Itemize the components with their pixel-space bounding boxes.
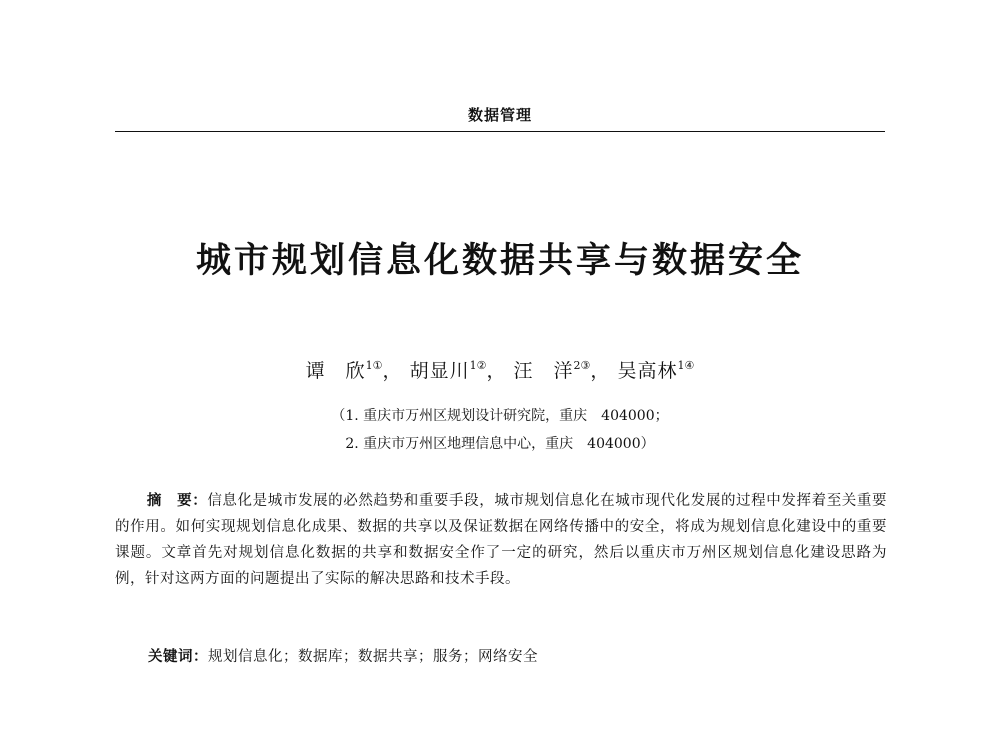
section-header: 数据管理 <box>467 106 532 124</box>
header-rule <box>115 131 885 132</box>
author-name: 吴高林 <box>617 360 678 382</box>
author-name: 胡显川 <box>409 360 470 382</box>
affiliation-line: （1. 重庆市万州区规划设计研究院，重庆 404000； <box>331 408 669 424</box>
keywords <box>148 645 538 666</box>
abstract-label: 摘 要： <box>146 493 208 509</box>
author-separator: ， <box>486 360 507 382</box>
affiliation-line: 2. 重庆市万州区地理信息中心，重庆 404000） <box>345 436 655 452</box>
author-separator: ， <box>382 360 403 382</box>
author-list <box>0 356 1000 383</box>
author-separator: ， <box>590 360 611 382</box>
abstract <box>115 488 887 592</box>
abstract-text: 信息化是城市发展的必然趋势和重要手段，城市规划信息化在城市现代化发展的过程中发挥着至关重要的作用。如何实现规划信息化成果、数据的共享以及保证数据在网络传播中的安全，将成为规划信息化建设中的重要课题。文章首先对规划信息化数据的共享和数据安全作了一定的研究，然后以重庆市万州区规划信息化建设思路为例，针对这两方面的问题提出了实际的解决思路和技术手段。 <box>115 493 888 587</box>
keywords-text: 规划信息化；数据库；数据共享；服务；网络安全 <box>208 649 538 665</box>
author-affiliation-mark: 1② <box>469 359 487 372</box>
paper-title: 城市规划信息化数据共享与数据安全 <box>195 241 804 281</box>
author-affiliation-mark: 2③ <box>573 359 591 372</box>
author-affiliation-mark: 1④ <box>677 359 695 372</box>
author-name: 汪 洋 <box>513 360 574 382</box>
keywords-label: 关键词： <box>148 649 208 665</box>
author-affiliation-mark: 1① <box>365 359 383 372</box>
author-name: 谭 欣 <box>305 360 366 382</box>
